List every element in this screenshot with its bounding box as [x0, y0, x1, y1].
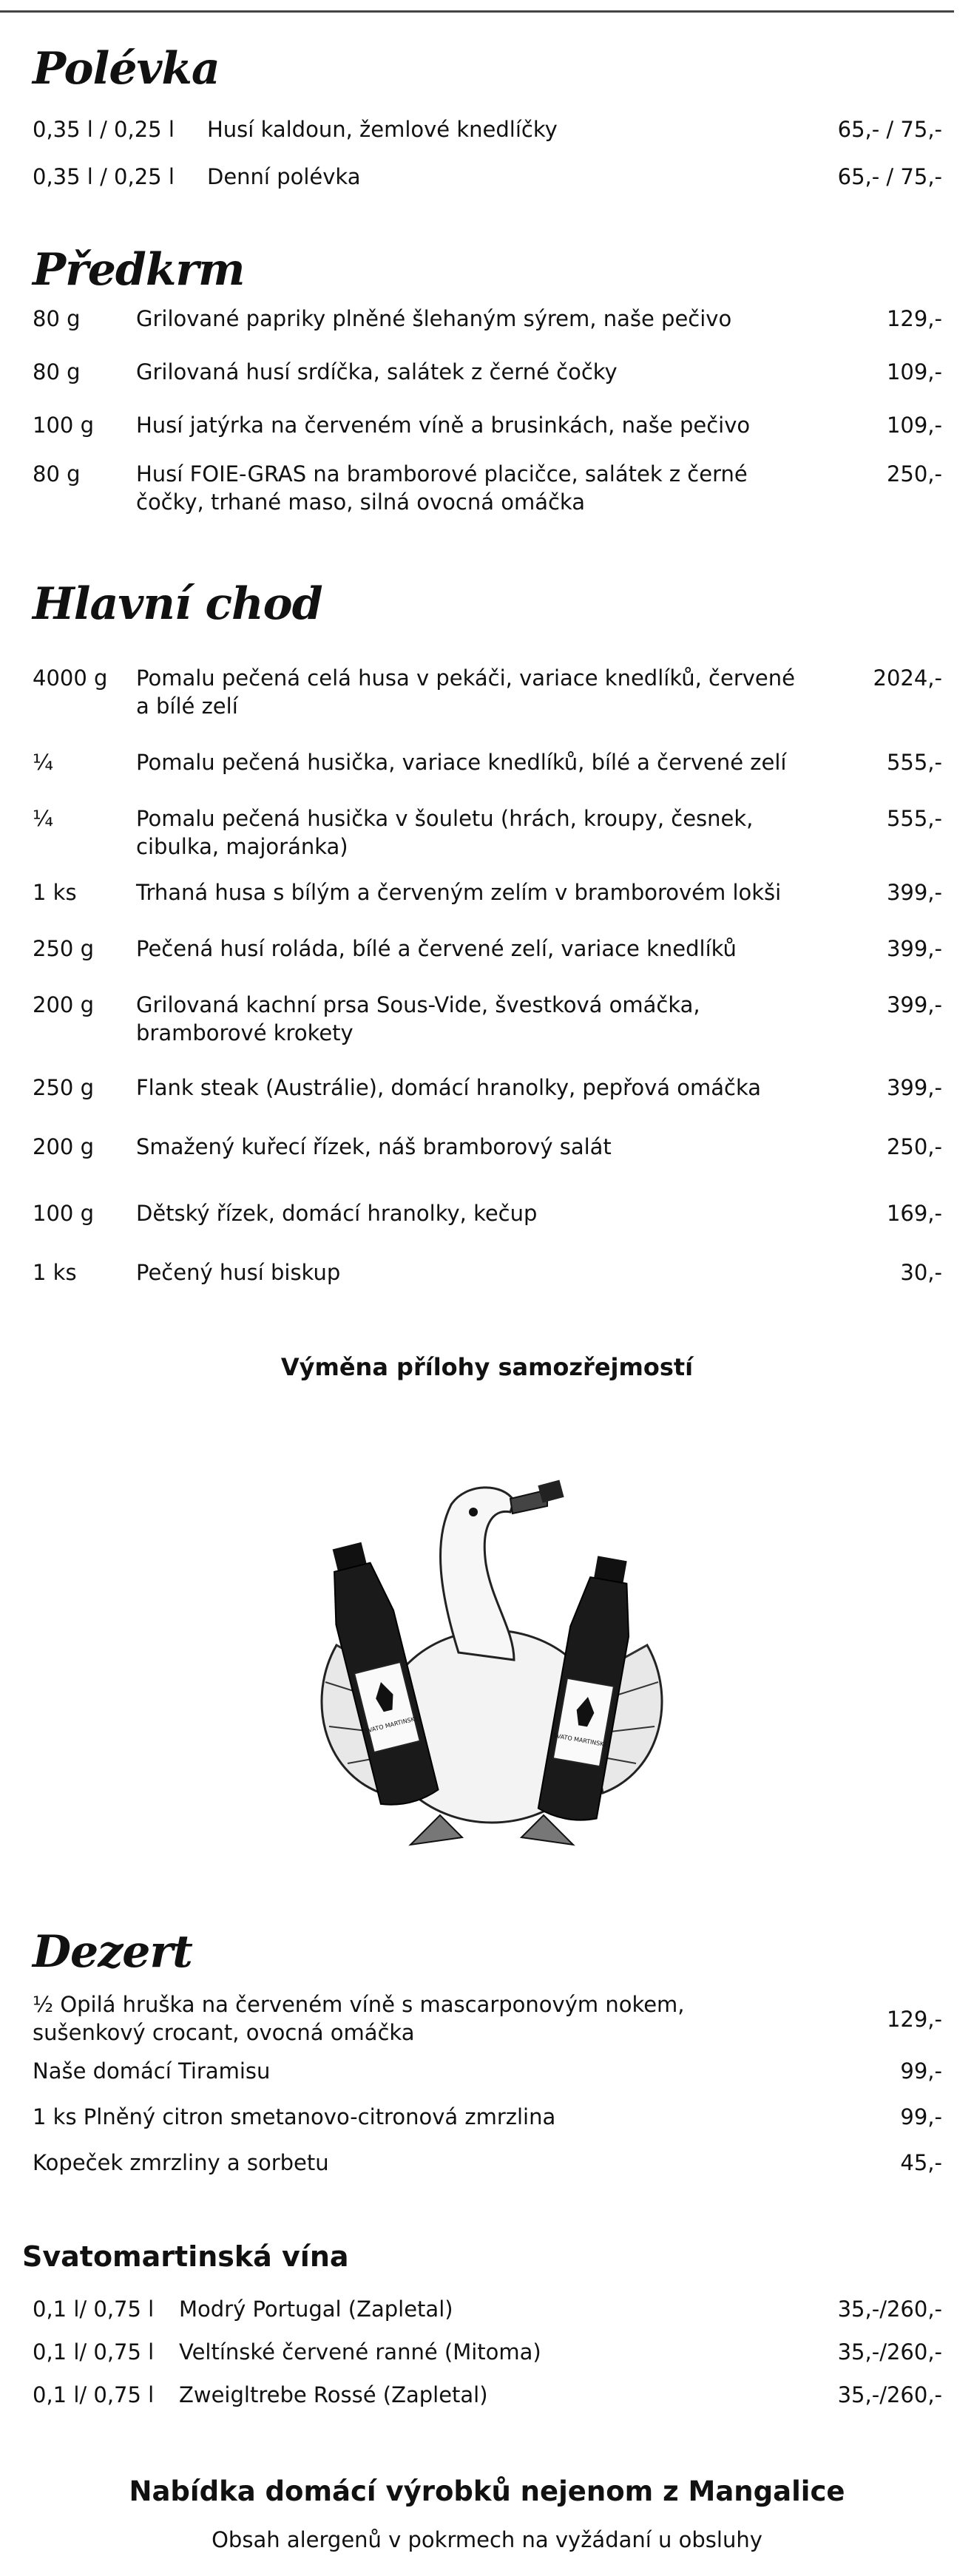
item-price: 99,-	[900, 2104, 942, 2129]
item-price: 35,-/260,-	[837, 2297, 942, 2322]
item-price: 169,-	[886, 1201, 942, 1226]
section-title-predkrm: Předkrm	[33, 244, 245, 296]
item-name: Pečený husí biskup	[136, 1260, 341, 1285]
item-price: 555,-	[886, 750, 942, 775]
item-price: 45,-	[900, 2150, 942, 2175]
left-bottle-label: SVATO MARTINSKÉ	[364, 1715, 419, 1735]
item-name: Denní polévka	[207, 164, 361, 189]
section-title-hlavni: Hlavní chod	[33, 578, 322, 630]
menu-item	[33, 1990, 942, 2047]
item-name: Pomalu pečená husička v šouletu (hrách, kroupy, česnek, cibulka, majoránka)	[136, 806, 754, 859]
section-title-polevka: Polévka	[33, 43, 220, 95]
item-qty: 4000 g	[33, 665, 108, 691]
item-name: Flank steak (Austrálie), domácí hranolky, pepřová omáčka	[136, 1075, 762, 1100]
right-foot	[521, 1815, 573, 1845]
item-name: Dětský řízek, domácí hranolky, kečup	[136, 1201, 538, 1226]
item-qty: 80 g	[33, 461, 81, 487]
item-price: 555,-	[886, 806, 942, 831]
footer-title: Nabídka domácí výrobků nejenom z Mangalice	[129, 2475, 845, 2507]
right-bottle-label: SVATO MARTINSKÉ	[552, 1732, 609, 1749]
item-qty: 80 g	[33, 306, 81, 331]
item-name: Naše domácí Tiramisu	[33, 2058, 271, 2084]
item-qty: 100 g	[33, 1201, 94, 1226]
item-name: Grilovaná kachní prsa Sous-Vide, švestková omáčka, bramborové krokety	[136, 992, 700, 1045]
item-name: Smažený kuřecí řízek, náš bramborový salát	[136, 1134, 612, 1159]
item-price: 250,-	[886, 461, 942, 487]
item-price: 35,-/260,-	[837, 2382, 942, 2407]
section-title-dezert: Dezert	[33, 1926, 192, 1978]
item-name: Pomalu pečená husička, variace knedlíků, bílé a červené zelí	[136, 750, 787, 775]
side-dish-note: Výměna přílohy samozřejmostí	[280, 1353, 694, 1381]
item-name: Husí kaldoun, žemlové knedlíčky	[207, 117, 558, 142]
item-name: Grilované papriky plněné šlehaným sýrem, naše pečivo	[136, 306, 732, 331]
item-price: 35,-/260,-	[837, 2339, 942, 2365]
item-price: 250,-	[886, 1134, 942, 1159]
item-qty: 1 ks	[33, 880, 77, 905]
item-qty: ¼	[33, 806, 54, 831]
item-name: Pomalu pečená celá husa v pekáči, variace knedlíků, červené a bílé zelí	[136, 665, 795, 719]
wines-title: Svatomartinská vína	[22, 2240, 349, 2273]
top-divider	[0, 10, 954, 13]
item-name: Pečená husí roláda, bílé a červené zelí, variace knedlíků	[136, 936, 737, 961]
item-price: 109,-	[886, 359, 942, 384]
item-qty: 0,1 l/ 0,75 l	[33, 2297, 155, 2322]
item-price: 399,-	[886, 992, 942, 1017]
item-price: 399,-	[886, 936, 942, 961]
goose-wine-illustration	[292, 1460, 691, 1860]
item-price: 399,-	[886, 880, 942, 905]
item-name: 1 ks Plněný citron smetanovo-citronová zmrzlina	[33, 2104, 556, 2129]
item-qty: 200 g	[33, 1134, 94, 1159]
footer-subtitle: Obsah alergenů v pokrmech na vyžádaní u obsluhy	[212, 2527, 762, 2552]
item-qty: 250 g	[33, 936, 94, 961]
item-name: Husí FOIE-GRAS na bramborové placičce, salátek z černé čočky, trhané maso, silná ovocná omáčka	[136, 461, 748, 515]
item-qty: 0,1 l/ 0,75 l	[33, 2382, 155, 2407]
item-qty: 250 g	[33, 1075, 94, 1100]
item-qty: ¼	[33, 750, 54, 775]
item-price: 109,-	[886, 413, 942, 438]
item-name: Kopeček zmrzliny a sorbetu	[33, 2150, 329, 2175]
item-qty: 0,1 l/ 0,75 l	[33, 2339, 155, 2365]
item-qty: 100 g	[33, 413, 94, 438]
item-name: ½ Opilá hruška na červeném víně s mascarponovým nokem, sušenkový crocant, ovocná omáčka	[33, 1992, 685, 2045]
item-price: 129,-	[886, 306, 942, 331]
item-price: 2024,-	[873, 665, 942, 691]
item-price: 65,- / 75,-	[837, 164, 942, 189]
item-name: Grilovaná husí srdíčka, salátek z černé čočky	[136, 359, 618, 384]
cork	[538, 1480, 564, 1503]
item-price: 129,-	[886, 2007, 942, 2032]
left-foot	[410, 1815, 462, 1845]
item-name: Husí jatýrka na červeném víně a brusinkách, naše pečivo	[136, 413, 751, 438]
item-qty: 0,35 l / 0,25 l	[33, 164, 175, 189]
goose-eye	[469, 1508, 478, 1516]
item-name: Modrý Portugal (Zapletal)	[179, 2297, 453, 2322]
item-price: 65,- / 75,-	[837, 117, 942, 142]
item-name: Trhaná husa s bílým a červeným zelím v bramborovém lokši	[136, 880, 782, 905]
item-qty: 0,35 l / 0,25 l	[33, 117, 175, 142]
item-price: 99,-	[900, 2058, 942, 2084]
item-name: Zweigltrebe Rossé (Zapletal)	[179, 2382, 488, 2407]
item-name: Veltínské červené ranné (Mitoma)	[179, 2339, 541, 2365]
item-qty: 1 ks	[33, 1260, 77, 1285]
item-qty: 200 g	[33, 992, 94, 1017]
item-price: 30,-	[900, 1260, 942, 1285]
item-price: 399,-	[886, 1075, 942, 1100]
item-qty: 80 g	[33, 359, 81, 384]
